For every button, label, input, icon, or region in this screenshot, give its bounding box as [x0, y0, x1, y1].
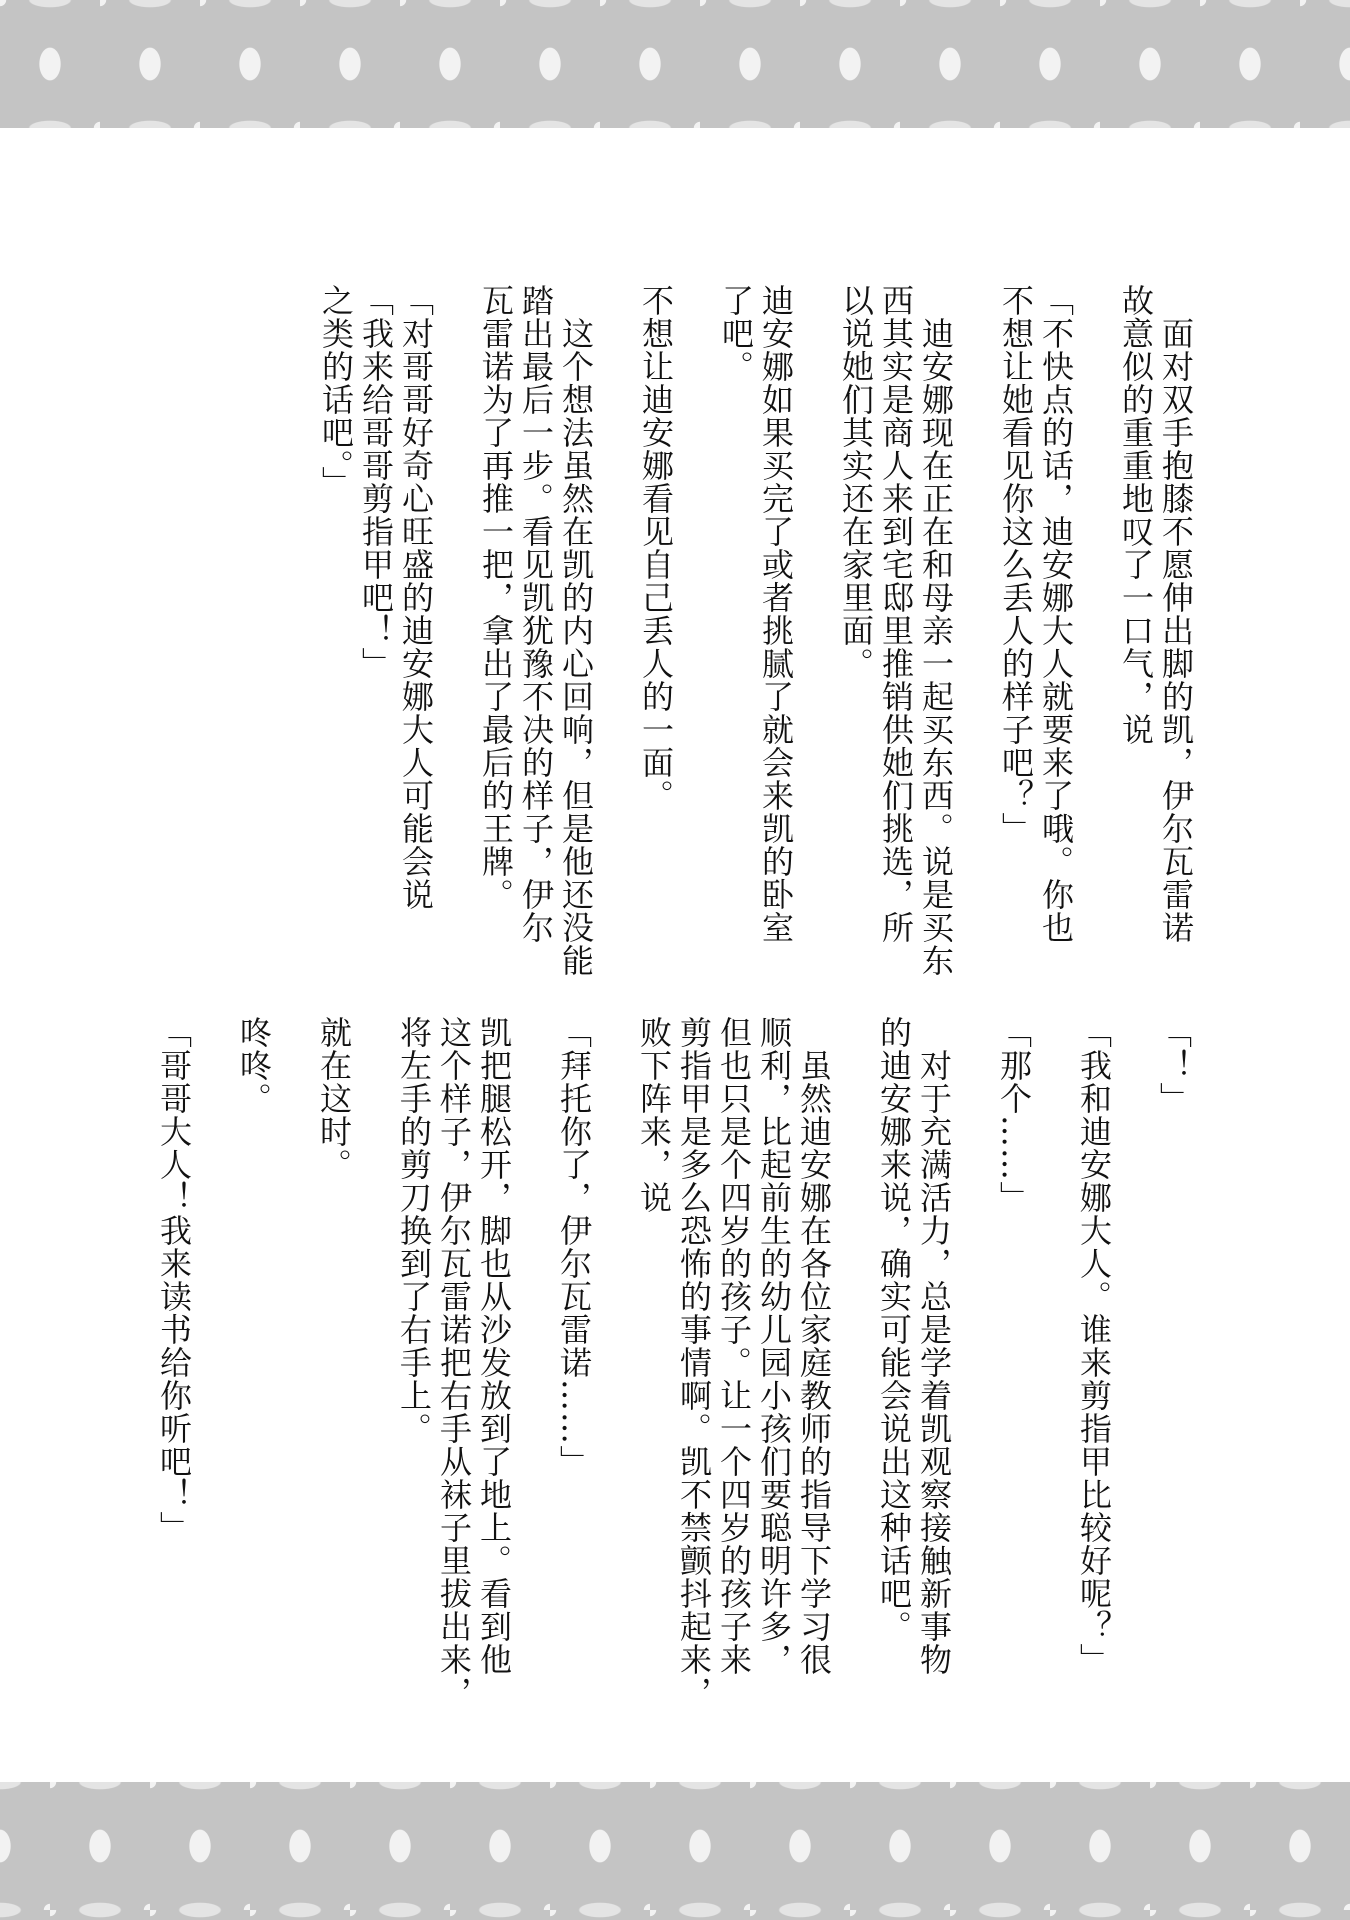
text-line: 对于充满活力，总是学着凯观察接触新事物: [915, 1049, 953, 1676]
text-line: 「不快点的话，迪安娜大人就要来了哦。你也: [1037, 284, 1075, 944]
paragraph: [836, 284, 956, 977]
text-line: 以说她们其实还在家里面。: [837, 284, 875, 680]
text-line: 咚咚。: [235, 1016, 273, 1115]
text-line: 这个样子，伊尔瓦雷诺把右手从袜子里拔出来，: [435, 1016, 473, 1709]
paragraph: [1154, 1016, 1194, 1709]
paragraph: [636, 284, 676, 977]
text-line: 迪安娜如果买完了或者挑腻了就会来凯的卧室: [757, 284, 795, 944]
text-line: 了吧。: [717, 284, 755, 383]
text-line: 凯把腿松开，脚也从沙发放到了地上。看到他: [475, 1016, 513, 1676]
paragraph: [874, 1016, 954, 1709]
paragraph: [314, 1016, 354, 1709]
text-line: 的迪安娜来说，确实可能会说出这种话吧。: [875, 1016, 913, 1643]
text-line: 瓦雷诺为了再推一把，拿出了最后的王牌。: [477, 284, 515, 911]
text-line: 面对双手抱膝不愿伸出脚的凯，伊尔瓦雷诺: [1157, 317, 1195, 944]
paragraph: [154, 1016, 194, 1709]
text-line: 「对哥哥好奇心旺盛的迪安娜大人可能会说: [397, 284, 435, 911]
paragraph: [554, 1016, 594, 1709]
paragraph: [476, 284, 596, 977]
text-line: 败下阵来，说: [635, 1016, 673, 1214]
text-line: 「那个……」: [995, 1016, 1033, 1214]
paragraph: [634, 1016, 834, 1709]
text-line: 之类的话吧。」: [317, 284, 355, 499]
paragraph: [994, 1016, 1034, 1709]
text-line: 「哥哥大人！我来读书给你听吧！」: [155, 1016, 193, 1544]
text-line: 虽然迪安娜在各位家庭教师的指导下学习很: [795, 1049, 833, 1676]
text-line: 「我和迪安娜大人。谁来剪指甲比较好呢？」: [1075, 1016, 1113, 1676]
text-line: 就在这时。: [315, 1016, 353, 1181]
text-line: 顺利，比起前生的幼儿园小孩们要聪明许多，: [755, 1016, 793, 1676]
paragraph: [316, 284, 436, 977]
text-line: 踏出最后一步。看见凯犹豫不决的样子，伊尔: [517, 284, 555, 944]
text-line: 不想让她看见你这么丢人的样子吧？」: [997, 284, 1035, 845]
text-line: 「！」: [1155, 1016, 1193, 1115]
text-line: 剪指甲是多么恐怖的事情啊。凯不禁颤抖起来，: [675, 1016, 713, 1709]
paragraph: [234, 1016, 274, 1709]
text-line: 将左手的剪刀换到了右手上。: [395, 1016, 433, 1445]
text-line: 「拜托你了，伊尔瓦雷诺……」: [555, 1016, 593, 1478]
paragraph: [996, 284, 1076, 977]
text-block-upper: [316, 284, 1196, 977]
decorative-damask-border-bottom: [0, 1782, 1350, 1920]
decorative-damask-border-top: [0, 0, 1350, 128]
paragraph: [716, 284, 796, 977]
text-line: 不想让迪安娜看见自己丢人的一面。: [637, 284, 675, 812]
text-line: 故意似的重重地叹了一口气，说: [1117, 284, 1155, 746]
text-line: 「我来给哥哥剪指甲吧！」: [357, 284, 395, 680]
text-line: 迪安娜现在正在和母亲一起买东西。说是买东: [917, 317, 955, 977]
text-line: 这个想法虽然在凯的内心回响，但是他还没能: [557, 317, 595, 977]
text-line: 但也只是个四岁的孩子。让一个四岁的孩子来: [715, 1016, 753, 1676]
text-block-lower: [154, 1016, 1194, 1709]
paragraph: [1074, 1016, 1114, 1709]
text-line: 西其实是商人来到宅邸里推销供她们挑选，所: [877, 284, 915, 944]
paragraph: [394, 1016, 514, 1709]
paragraph: [1116, 284, 1196, 977]
